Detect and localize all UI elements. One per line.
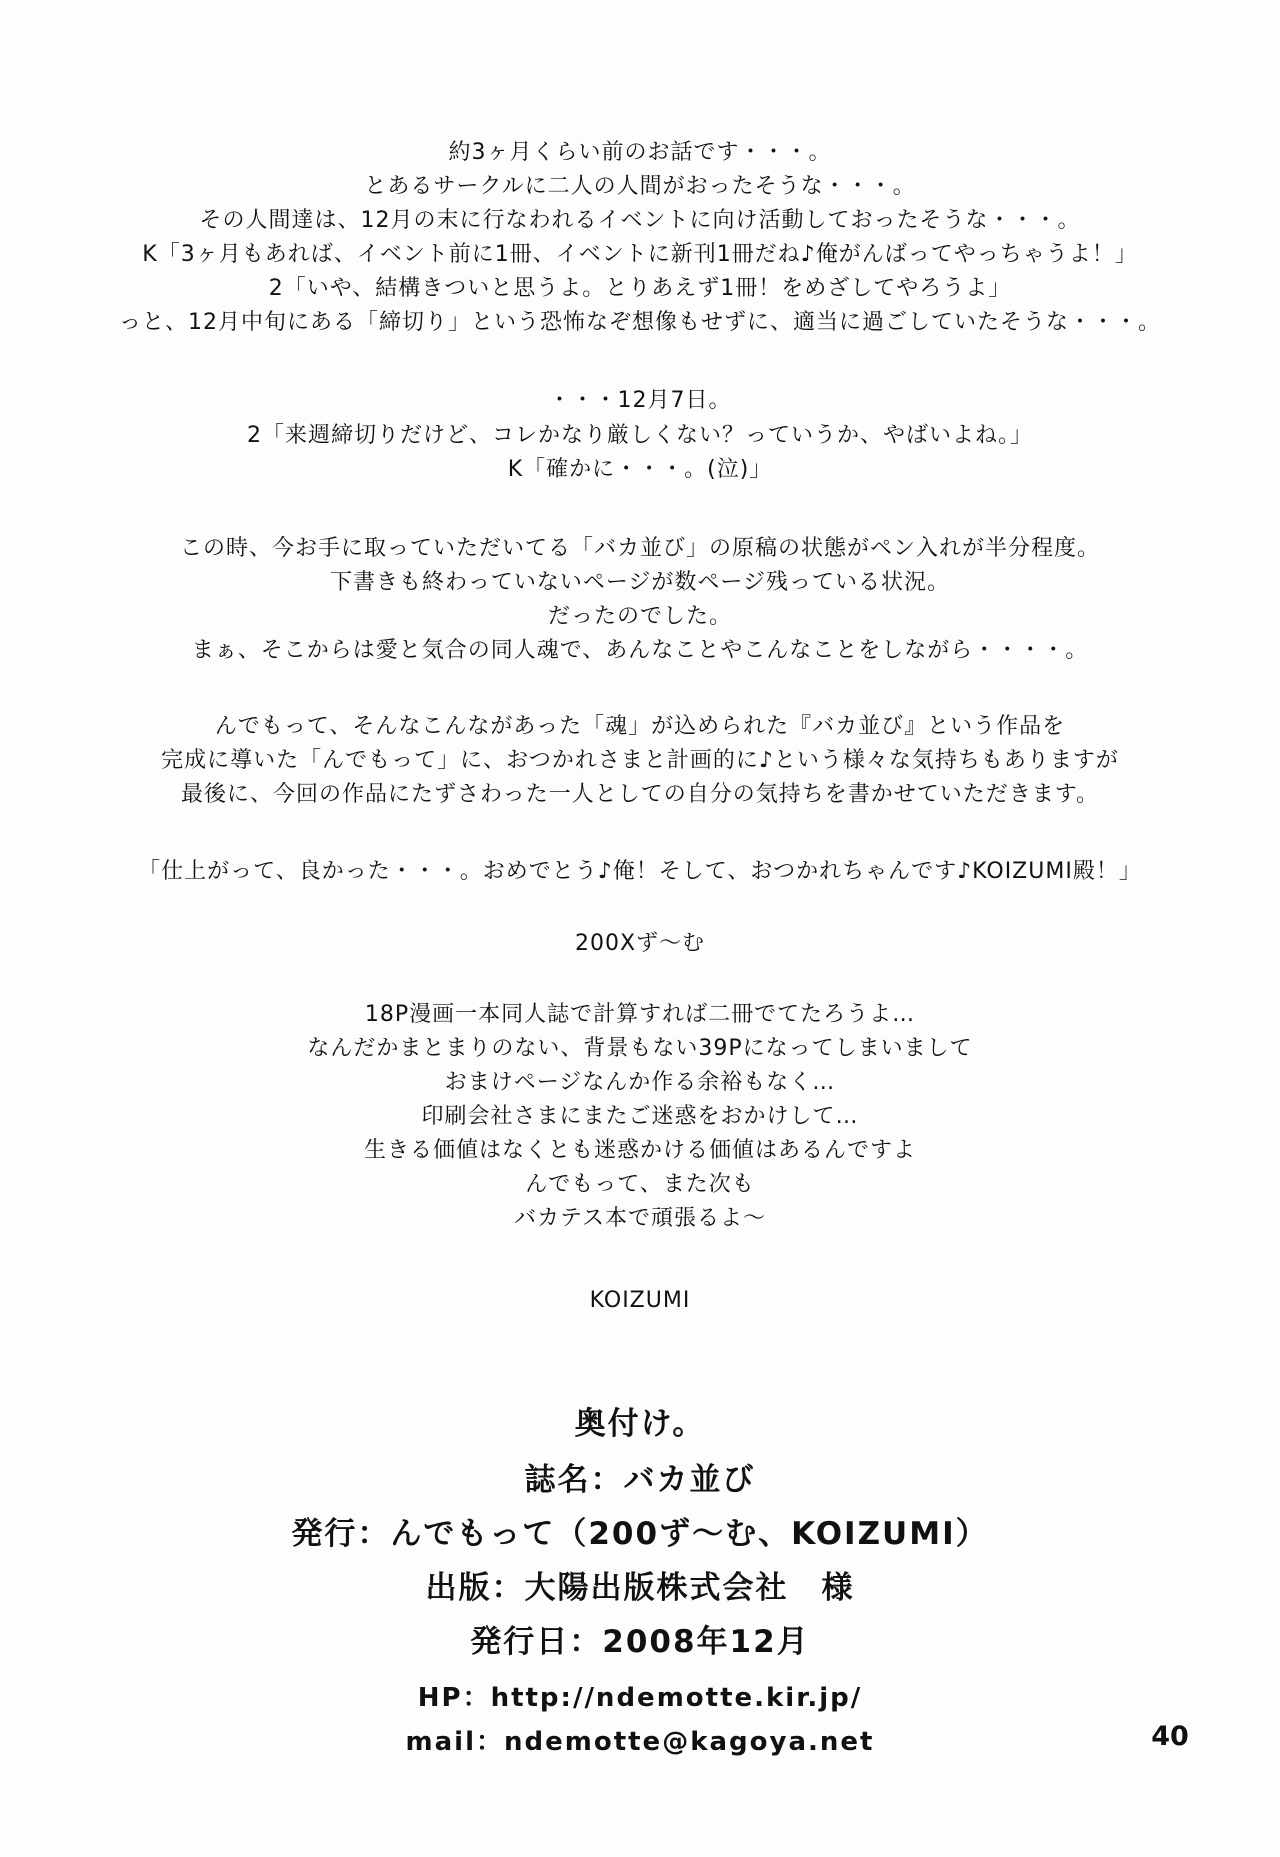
afterword-line: 2「いや、結構きついと思うよ。とりあえず1冊！をめざしてやろうよ」 (268, 276, 1012, 301)
colophon-printer: 出版：大陽出版株式会社 様 (425, 1570, 855, 1606)
colophon-mail: mail：ndemotte@kagoya.net (405, 1727, 875, 1757)
afterword-line: K「確かに・・・。(泣)」 (507, 457, 773, 482)
afterword-line: っと、12月中旬にある「締切り」という恐怖なぞ想像もせずに、適当に過ごしていたそうな・・・。 (119, 310, 1161, 335)
afterword-line: だったのでした。 (547, 604, 732, 629)
afterword-line: この時、今お手に取っていただいてる「バカ並び」の原稿の状態がペン入れが半分程度。 (179, 536, 1100, 561)
page-number: 40 (1151, 1721, 1189, 1752)
afterword-line: おまけページなんか作る余裕もなく… (444, 1070, 836, 1095)
afterword-line: その人間達は、12月の末に行なわれるイベントに向け活動しておったそうな・・・。 (199, 208, 1081, 233)
colophon-date: 発行日：2008年12月 (470, 1624, 810, 1660)
afterword-line: 約3ヶ月くらい前のお話です・・・。 (448, 140, 832, 165)
afterword-line: バカテス本で頑張るよ～ (513, 1206, 767, 1231)
colophon-publisher: 発行：んでもって（200ず～む、KOIZUMI） (291, 1516, 989, 1552)
colophon-title: 誌名：バカ並び (524, 1462, 756, 1498)
afterword-line: ・・・12月7日。 (548, 388, 732, 413)
colophon-heading: 奥付け。 (574, 1406, 706, 1442)
afterword-signature: KOIZUMI (589, 1288, 691, 1313)
afterword-line: んでもって、そんなこんながあった「魂」が込められた『バカ並び』という作品を (214, 714, 1066, 739)
afterword-line: とあるサークルに二人の人間がおったそうな・・・。 (364, 174, 916, 199)
afterword-line: 18P漫画一本同人誌で計算すれば二冊でてたろうよ… (364, 1002, 916, 1027)
afterword-line: なんだかまとまりのない、背景もない39Pになってしまいまして (307, 1036, 973, 1061)
afterword-line: 2「来週締切りだけど、コレかなり厳しくない？っていうか、やばいよね。」 (247, 423, 1033, 448)
afterword-line: K「3ヶ月もあれば、イベント前に1冊、イベントに新刊1冊だね♪俺がんばってやっちゃうよ！」 (142, 242, 1138, 267)
afterword-line: 「仕上がって、良かった・・・。おめでとう♪俺！そして、おつかれちゃんです♪KOIZUMI殿！」 (138, 859, 1142, 884)
afterword-line: まぁ、そこからは愛と気合の同人魂で、あんなことやこんなことをしながら・・・・。 (191, 638, 1089, 663)
afterword-signature: 200Xず～む (574, 931, 706, 956)
afterword-line: んでもって、また次も (525, 1172, 755, 1197)
afterword-line: 完成に導いた「んでもって」に、おつかれさまと計画的に♪という様々な気持ちもありますが (161, 748, 1119, 773)
afterword-line: 印刷会社さまにまたご迷惑をおかけして… (421, 1104, 859, 1129)
afterword-line: 生きる価値はなくとも迷惑かける価値はあるんですよ (363, 1138, 916, 1163)
colophon-homepage: HP：http://ndemotte.kir.jp/ (417, 1683, 863, 1713)
afterword-line: 下書きも終わっていないページが数ページ残っている状況。 (330, 570, 950, 595)
afterword-line: 最後に、今回の作品にたずさわった一人としての自分の気持ちを書かせていただきます。 (180, 782, 1100, 807)
